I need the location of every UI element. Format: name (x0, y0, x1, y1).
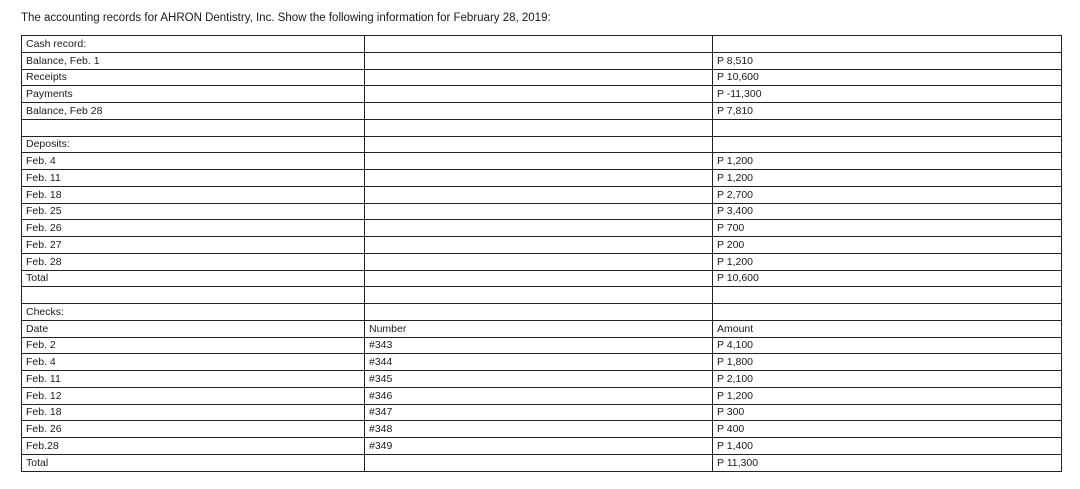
label-cell: Cash record: (22, 36, 365, 53)
number-cell (365, 36, 713, 53)
amount-cell: P 11,300 (713, 454, 1062, 471)
number-cell (365, 153, 713, 170)
number-cell (365, 304, 713, 321)
amount-cell: P 10,600 (713, 270, 1062, 287)
amount-cell: P 1,800 (713, 354, 1062, 371)
number-cell (365, 136, 713, 153)
table-row (22, 153, 1062, 170)
number-cell (365, 52, 713, 69)
amount-cell: P 10,600 (713, 69, 1062, 86)
table-row (22, 438, 1062, 455)
number-cell: #349 (365, 438, 713, 455)
label-cell: Feb. 26 (22, 220, 365, 237)
table-row (22, 136, 1062, 153)
label-cell: Receipts (22, 69, 365, 86)
amount-cell: P -11,300 (713, 86, 1062, 103)
label-cell: Checks: (22, 304, 365, 321)
amount-cell: P 4,100 (713, 337, 1062, 354)
amount-cell: P 8,510 (713, 52, 1062, 69)
table-row (22, 404, 1062, 421)
table-row (22, 86, 1062, 103)
label-cell: Feb.28 (22, 438, 365, 455)
number-cell (365, 170, 713, 187)
table-row (22, 253, 1062, 270)
label-cell: Balance, Feb 28 (22, 103, 365, 120)
number-cell: #347 (365, 404, 713, 421)
amount-cell: P 1,400 (713, 438, 1062, 455)
amount-cell (713, 119, 1062, 136)
number-cell (365, 454, 713, 471)
amount-cell: P 1,200 (713, 153, 1062, 170)
label-cell: Feb. 26 (22, 421, 365, 438)
label-cell: Total (22, 270, 365, 287)
number-cell: #344 (365, 354, 713, 371)
table-row (22, 421, 1062, 438)
number-cell (365, 119, 713, 136)
amount-cell: P 700 (713, 220, 1062, 237)
amount-cell: P 1,200 (713, 387, 1062, 404)
number-cell: #345 (365, 371, 713, 388)
table-row (22, 304, 1062, 321)
amount-cell: P 1,200 (713, 170, 1062, 187)
table-row (22, 337, 1062, 354)
number-cell (365, 287, 713, 304)
table-row (22, 69, 1062, 86)
label-cell (22, 287, 365, 304)
amount-cell (713, 36, 1062, 53)
number-cell: #348 (365, 421, 713, 438)
label-cell: Feb. 4 (22, 153, 365, 170)
number-cell: Number (365, 320, 713, 337)
amount-cell: P 3,400 (713, 203, 1062, 220)
table-row (22, 220, 1062, 237)
amount-cell: P 1,200 (713, 253, 1062, 270)
amount-cell: P 7,810 (713, 103, 1062, 120)
label-cell: Total (22, 454, 365, 471)
label-cell: Feb. 11 (22, 170, 365, 187)
table-row (22, 270, 1062, 287)
table-row (22, 371, 1062, 388)
label-cell (22, 119, 365, 136)
number-cell (365, 270, 713, 287)
label-cell: Feb. 12 (22, 387, 365, 404)
label-cell: Payments (22, 86, 365, 103)
amount-cell: Amount (713, 320, 1062, 337)
table-row (22, 186, 1062, 203)
number-cell (365, 69, 713, 86)
table-row (22, 287, 1062, 304)
number-cell (365, 253, 713, 270)
label-cell: Feb. 28 (22, 253, 365, 270)
amount-cell: P 200 (713, 237, 1062, 254)
table-row (22, 203, 1062, 220)
number-cell (365, 86, 713, 103)
label-cell: Feb. 18 (22, 186, 365, 203)
amount-cell: P 2,700 (713, 186, 1062, 203)
label-cell: Deposits: (22, 136, 365, 153)
number-cell: #343 (365, 337, 713, 354)
label-cell: Feb. 25 (22, 203, 365, 220)
table-row (22, 103, 1062, 120)
table-row (22, 354, 1062, 371)
amount-cell (713, 304, 1062, 321)
label-cell: Balance, Feb. 1 (22, 52, 365, 69)
label-cell: Feb. 4 (22, 354, 365, 371)
number-cell (365, 220, 713, 237)
number-cell (365, 237, 713, 254)
number-cell: #346 (365, 387, 713, 404)
accounting-records-table (21, 35, 1062, 472)
table-row (22, 237, 1062, 254)
number-cell (365, 103, 713, 120)
label-cell: Feb. 2 (22, 337, 365, 354)
table-row (22, 170, 1062, 187)
number-cell (365, 203, 713, 220)
amount-cell: P 300 (713, 404, 1062, 421)
document-heading: The accounting records for AHRON Dentistry, Inc. Show the following information for February 28, 2019: (21, 12, 551, 24)
table-row (22, 387, 1062, 404)
amount-cell (713, 136, 1062, 153)
label-cell: Feb. 27 (22, 237, 365, 254)
label-cell: Feb. 11 (22, 371, 365, 388)
amount-cell: P 400 (713, 421, 1062, 438)
label-cell: Date (22, 320, 365, 337)
table-body (22, 36, 1062, 472)
amount-cell (713, 287, 1062, 304)
table-row (22, 320, 1062, 337)
table-row (22, 52, 1062, 69)
label-cell: Feb. 18 (22, 404, 365, 421)
amount-cell: P 2,100 (713, 371, 1062, 388)
number-cell (365, 186, 713, 203)
table-row (22, 36, 1062, 53)
table-row (22, 119, 1062, 136)
table-row (22, 454, 1062, 471)
